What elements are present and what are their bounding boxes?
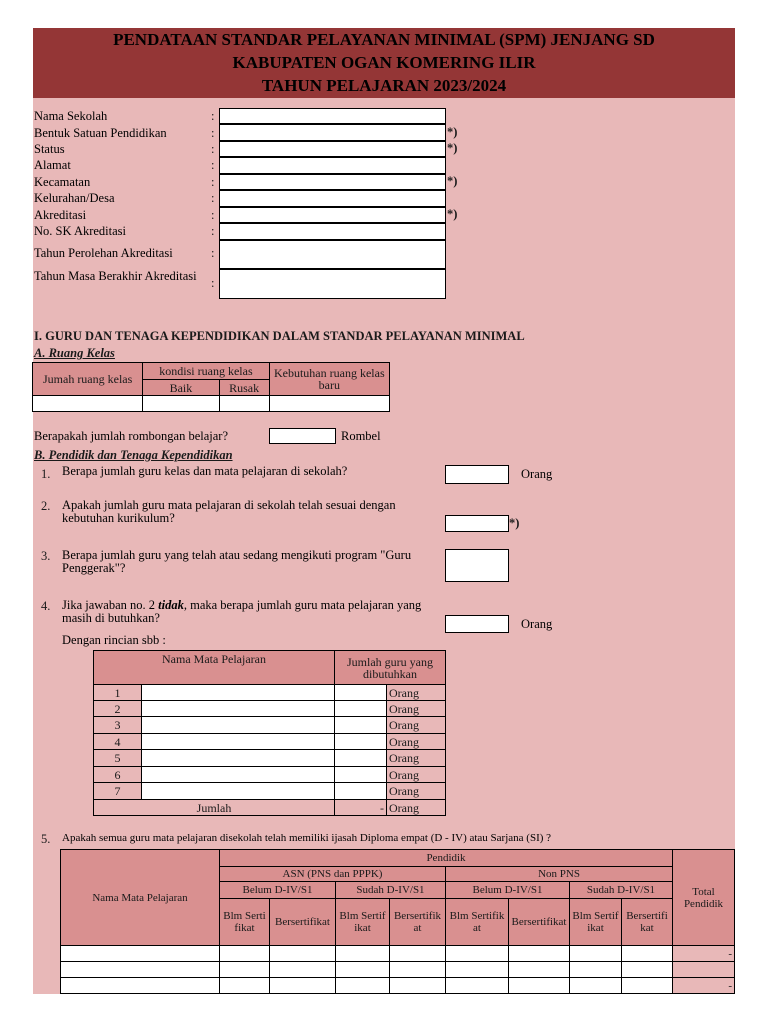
total-label: Jumlah — [94, 800, 335, 816]
question-number: 5. — [41, 832, 51, 846]
tahun-perolehan-input[interactable] — [219, 240, 446, 269]
question-1-text: Berapa jumlah guru kelas dan mata pelajaran di sekolah? — [62, 464, 348, 478]
question-4-input[interactable] — [445, 615, 509, 633]
required-mark: *) — [447, 141, 458, 155]
question-4-text: Jika jawaban no. 2 tidak, maka berapa jumlah guru mata pelajaran yang masih di butuhkan? — [62, 598, 422, 625]
field-label-kelurahan: Kelurahan/Desa — [34, 191, 115, 205]
ijasah-table — [60, 849, 735, 994]
jumlah-ruang-cell[interactable] — [33, 396, 143, 412]
col-non-pns: Non PNS — [446, 867, 673, 882]
data-cell[interactable] — [220, 946, 270, 962]
unit-cell: Orang — [387, 717, 446, 734]
data-cell[interactable] — [446, 946, 509, 962]
data-cell[interactable] — [270, 946, 336, 962]
question-number: 1. — [41, 467, 51, 481]
question-1-unit: Orang — [521, 467, 553, 481]
col-asn-belum: Belum D-IV/S1 — [220, 882, 336, 899]
col-bersertifikat: Bersertifikat — [390, 899, 446, 946]
ruang-kelas-table — [32, 362, 390, 412]
kelurahan-input[interactable] — [219, 190, 446, 207]
col-blm-sertifikat: Blm Sertifikat — [336, 899, 390, 946]
detail-table — [93, 650, 446, 816]
colon: : — [211, 224, 215, 238]
row-number: 2 — [94, 701, 142, 717]
unit-cell: Orang — [387, 750, 446, 767]
data-cell[interactable] — [390, 978, 446, 994]
data-cell[interactable] — [446, 962, 509, 978]
rombel-input[interactable] — [269, 428, 336, 444]
field-label-bentuk: Bentuk Satuan Pendidikan — [34, 126, 167, 140]
subsection-b-title: B. Pendidik dan Tenaga Kependidikan — [34, 448, 233, 462]
question-3-input[interactable] — [445, 549, 509, 582]
unit-cell: Orang — [387, 800, 446, 816]
bentuk-satuan-input[interactable] — [219, 124, 446, 141]
status-input[interactable] — [219, 141, 446, 157]
row-number: 6 — [94, 767, 142, 783]
total-cell: - — [673, 978, 735, 994]
data-cell[interactable] — [220, 962, 270, 978]
page-title-line-1: PENDATAAN STANDAR PELAYANAN MINIMAL (SPM) JENJANG SD — [113, 30, 655, 49]
data-cell[interactable] — [622, 962, 673, 978]
col-blm-sertifikat: Blm Sertifikat — [570, 899, 622, 946]
jumlah-cell[interactable] — [335, 717, 387, 734]
total-value: - — [335, 800, 387, 816]
question-number: 3. — [41, 549, 51, 563]
kebutuhan-cell[interactable] — [269, 396, 389, 412]
data-cell[interactable] — [509, 962, 570, 978]
data-cell[interactable] — [336, 962, 390, 978]
data-cell[interactable] — [336, 978, 390, 994]
data-cell[interactable] — [446, 978, 509, 994]
field-label-status: Status — [34, 142, 65, 156]
required-mark: *) — [447, 125, 458, 139]
total-cell — [673, 962, 735, 978]
field-label-nama-sekolah: Nama Sekolah — [34, 109, 108, 123]
data-cell[interactable] — [622, 946, 673, 962]
question-2-input[interactable] — [445, 515, 509, 532]
col-nama-mapel: Nama Mata Pelajaran — [61, 850, 220, 946]
field-label-akreditasi: Akreditasi — [34, 208, 87, 222]
tahun-berakhir-input[interactable] — [219, 269, 446, 299]
jumlah-cell[interactable] — [335, 685, 387, 701]
field-label-tahun-berakhir: Tahun Masa Berakhir Akreditasi — [34, 269, 197, 283]
mapel-cell[interactable] — [142, 783, 335, 800]
mapel-cell[interactable] — [142, 767, 335, 783]
data-cell[interactable] — [570, 946, 622, 962]
detail-label: Dengan rincian sbb : — [62, 633, 166, 647]
question-number: 4. — [41, 599, 51, 613]
unit-cell: Orang — [387, 685, 446, 701]
nama-sekolah-input[interactable] — [219, 108, 446, 124]
field-label-no-sk: No. SK Akreditasi — [34, 224, 127, 238]
question-1-input[interactable] — [445, 465, 509, 484]
col-pendidik: Pendidik — [220, 850, 673, 867]
col-blm-sertifikat: Blm Sertifikat — [446, 899, 509, 946]
rusak-cell[interactable] — [219, 396, 269, 412]
col-asn-sudah: Sudah D-IV/S1 — [336, 882, 446, 899]
rombel-unit: Rombel — [341, 429, 381, 443]
required-mark: *) — [509, 516, 520, 530]
col-rusak: Rusak — [219, 380, 269, 396]
data-cell[interactable] — [390, 946, 446, 962]
mapel-cell[interactable] — [61, 978, 220, 994]
required-mark: *) — [447, 174, 458, 188]
field-label-alamat: Alamat — [34, 158, 71, 172]
total-cell: - — [673, 946, 735, 962]
question-4-unit: Orang — [521, 617, 553, 631]
mapel-cell[interactable] — [142, 717, 335, 734]
colon: : — [211, 158, 215, 172]
mapel-cell[interactable] — [61, 946, 220, 962]
mapel-cell[interactable] — [142, 701, 335, 717]
colon: : — [211, 109, 215, 123]
data-cell[interactable] — [336, 946, 390, 962]
question-5-text: Apakah semua guru mata pelajaran disekolah telah memiliki ijasah Diploma empat (D - IV) atau Sarjana (SI) ? — [62, 832, 552, 844]
question-2-text: Apakah jumlah guru mata pelajaran di sekolah telah sesuai dengan kebutuhan kurikulum? — [62, 498, 396, 525]
unit-cell: Orang — [387, 701, 446, 717]
colon: : — [211, 191, 215, 205]
unit-cell: Orang — [387, 767, 446, 783]
unit-cell: Orang — [387, 783, 446, 800]
field-label-kecamatan: Kecamatan — [34, 175, 91, 189]
col-non-sudah: Sudah D-IV/S1 — [570, 882, 673, 899]
col-bersertifikat: Bersertifikat — [622, 899, 673, 946]
jumlah-cell[interactable] — [335, 783, 387, 800]
data-cell[interactable] — [570, 962, 622, 978]
data-cell[interactable] — [270, 962, 336, 978]
col-asn: ASN (PNS dan PPPK) — [220, 867, 446, 882]
unit-cell: Orang — [387, 734, 446, 750]
data-cell[interactable] — [270, 978, 336, 994]
col-nama-mapel: Nama Mata Pelajaran — [94, 651, 335, 685]
data-cell[interactable] — [622, 978, 673, 994]
colon: : — [211, 142, 215, 156]
rombel-question: Berapakah jumlah rombongan belajar? — [34, 429, 229, 443]
row-number: 7 — [94, 783, 142, 800]
colon: : — [211, 246, 215, 260]
mapel-cell[interactable] — [142, 734, 335, 750]
question-number: 2. — [41, 499, 51, 513]
col-kebutuhan: Kebutuhan ruang kelas baru — [269, 363, 389, 396]
col-jumlah-dibutuhkan: Jumlah guru yang dibutuhkan — [335, 651, 446, 685]
data-cell[interactable] — [390, 962, 446, 978]
jumlah-cell[interactable] — [335, 767, 387, 783]
data-cell[interactable] — [570, 978, 622, 994]
data-cell[interactable] — [509, 946, 570, 962]
mapel-cell[interactable] — [142, 685, 335, 701]
subsection-a-title: A. Ruang Kelas — [34, 346, 115, 360]
mapel-cell[interactable] — [142, 750, 335, 767]
data-cell[interactable] — [220, 978, 270, 994]
field-label-tahun-perolehan: Tahun Perolehan Akreditasi — [34, 246, 173, 260]
no-sk-input[interactable] — [219, 223, 446, 240]
colon: : — [211, 208, 215, 222]
mapel-cell[interactable] — [61, 962, 220, 978]
colon: : — [211, 175, 215, 189]
page-title-line-2: KABUPATEN OGAN KOMERING ILIR — [232, 53, 536, 72]
col-kondisi: kondisi ruang kelas — [143, 363, 269, 380]
row-number: 3 — [94, 717, 142, 734]
row-number: 4 — [94, 734, 142, 750]
col-bersertifikat: Bersertifikat — [270, 899, 336, 946]
row-number: 5 — [94, 750, 142, 767]
col-non-belum: Belum D-IV/S1 — [446, 882, 570, 899]
jumlah-cell[interactable] — [335, 701, 387, 717]
colon: : — [211, 126, 215, 140]
jumlah-cell[interactable] — [335, 750, 387, 767]
col-blm-sertifikat: Blm Sertifikat — [220, 899, 270, 946]
col-bersertifikat: Bersertifikat — [509, 899, 570, 946]
colon: : — [211, 276, 215, 290]
col-baik: Baik — [143, 380, 219, 396]
baik-cell[interactable] — [143, 396, 219, 412]
col-jumlah-ruang: Jumah ruang kelas — [33, 363, 143, 396]
question-3-text: Berapa jumlah guru yang telah atau sedang mengikuti program "Guru Penggerak"? — [62, 548, 412, 575]
page-title-line-3: TAHUN PELAJARAN 2023/2024 — [261, 76, 507, 95]
kecamatan-input[interactable] — [219, 174, 446, 190]
row-number: 1 — [94, 685, 142, 701]
section-title: I. GURU DAN TENAGA KEPENDIDIKAN DALAM STANDAR PELAYANAN MINIMAL — [34, 329, 525, 343]
alamat-input[interactable] — [219, 157, 446, 174]
akreditasi-input[interactable] — [219, 207, 446, 223]
jumlah-cell[interactable] — [335, 734, 387, 750]
col-total-pendidik: Total Pendidik — [673, 850, 735, 946]
required-mark: *) — [447, 207, 458, 221]
data-cell[interactable] — [509, 978, 570, 994]
